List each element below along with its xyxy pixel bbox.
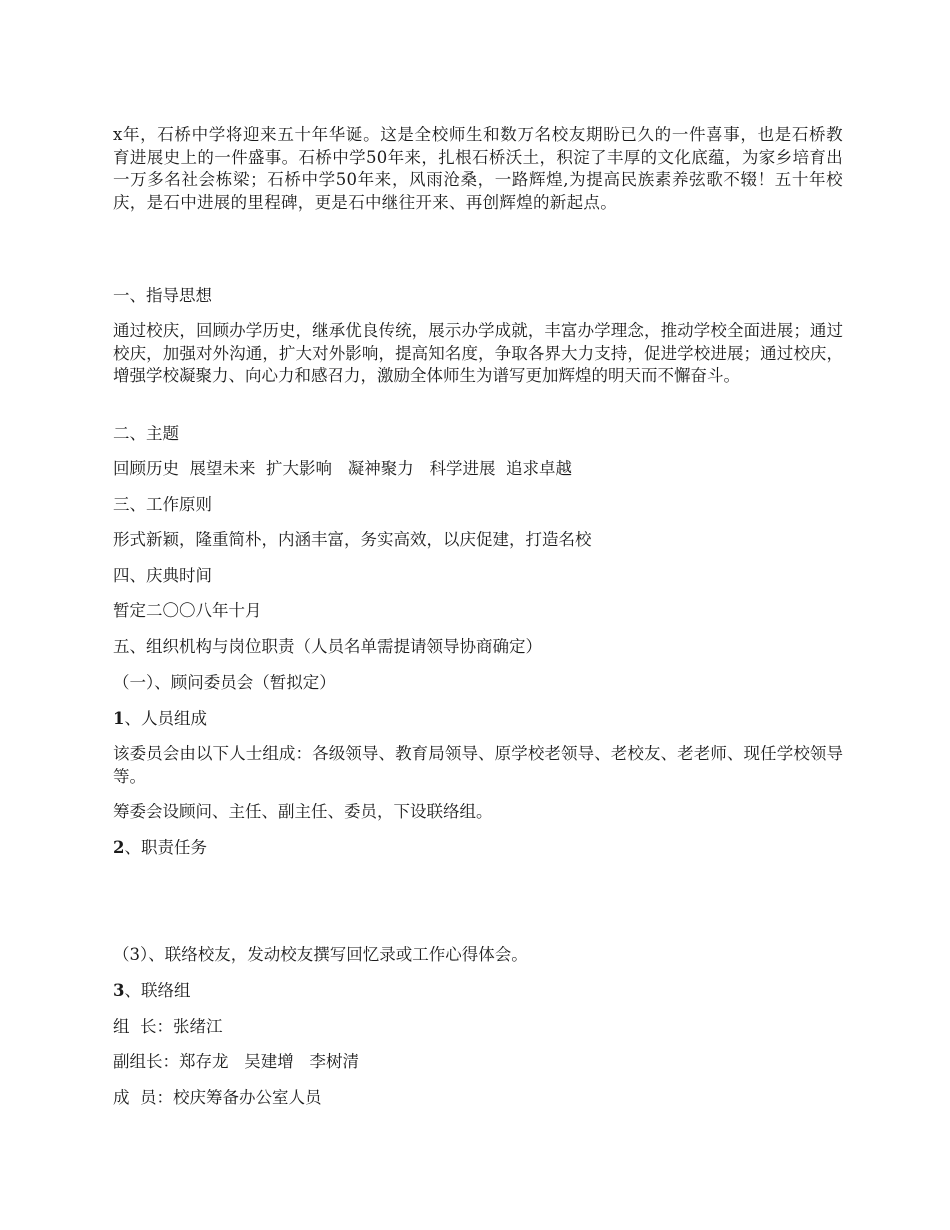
liaison-leader: 组 长：张绪江 (113, 1017, 223, 1036)
item-label: 、职责任务 (124, 838, 207, 857)
item-label: 、联络组 (124, 981, 191, 1000)
section-heading-theme: 二、主题 (113, 424, 179, 443)
section-heading-principles: 三、工作原则 (113, 495, 212, 514)
subsection-advisory-committee: （一）、顾问委员会（暂拟定） (113, 673, 336, 692)
item-number: 1 (113, 709, 125, 728)
item-number: 3 (113, 981, 125, 1000)
theme-text: 回顾历史 展望未来 扩大影响 凝神聚力 科学进展 追求卓越 (113, 459, 572, 478)
item-number: 2 (113, 838, 125, 857)
intro-paragraph: x年，石桥中学将迎来五十年华诞。这是全校师生和数万名校友期盼已久的一件喜事，也是石桥教育进展史上的一件盛事。石桥中学50年来，扎根石桥沃土，积淀了丰厚的文化底蕴，为家乡培育出一万多名社会栋梁；石桥中学50年来，风雨沧桑，一路辉煌,为提高民族素养弦歌不辍！五十年校庆，是石中进展的里程碑，更是石中继往开来、再创辉煌的新起点。 (113, 125, 843, 212)
committee-structure-text: 筹委会设顾问、主任、副主任、委员，下设联络组。 (113, 802, 493, 821)
item-label: 、人员组成 (124, 709, 207, 728)
item-heading-duties (113, 837, 843, 860)
time-text: 暂定二〇〇八年十月 (113, 601, 262, 620)
section-heading-time: 四、庆典时间 (113, 566, 212, 585)
principles-text: 形式新颖，隆重简朴，内涵丰富，务实高效，以庆促建，打造名校 (113, 530, 592, 549)
section-heading-organization: 五、组织机构与岗位职责（人员名单需提请领导协商确定） (113, 637, 542, 656)
liaison-deputies: 副组长：郑存龙 吴建增 李树清 (113, 1052, 359, 1071)
composition-paragraph: 该委员会由以下人士组成：各级领导、教育局领导、原学校老领导、老校友、老老师、现任学校领导等。 (113, 744, 843, 786)
item-heading-liaison-group (113, 980, 843, 1003)
section-heading-guiding-ideology: 一、指导思想 (113, 286, 212, 305)
guiding-ideology-paragraph: 通过校庆，回顾办学历史，继承优良传统，展示办学成就，丰富办学理念，推动学校全面进展；通过校庆，加强对外沟通，扩大对外影响，提高知名度，争取各界大力支持，促进学校进展；通过校庆，增强学校凝聚力、向心力和感召力，激励全体师生为谱写更加辉煌的明天而不懈奋斗。 (113, 321, 843, 385)
duty-item-3: （3）、联络校友，发动校友撰写回忆录或工作心得体会。 (113, 945, 528, 964)
item-heading-composition (113, 708, 843, 731)
liaison-members: 成 员：校庆筹备办公室人员 (113, 1088, 322, 1107)
